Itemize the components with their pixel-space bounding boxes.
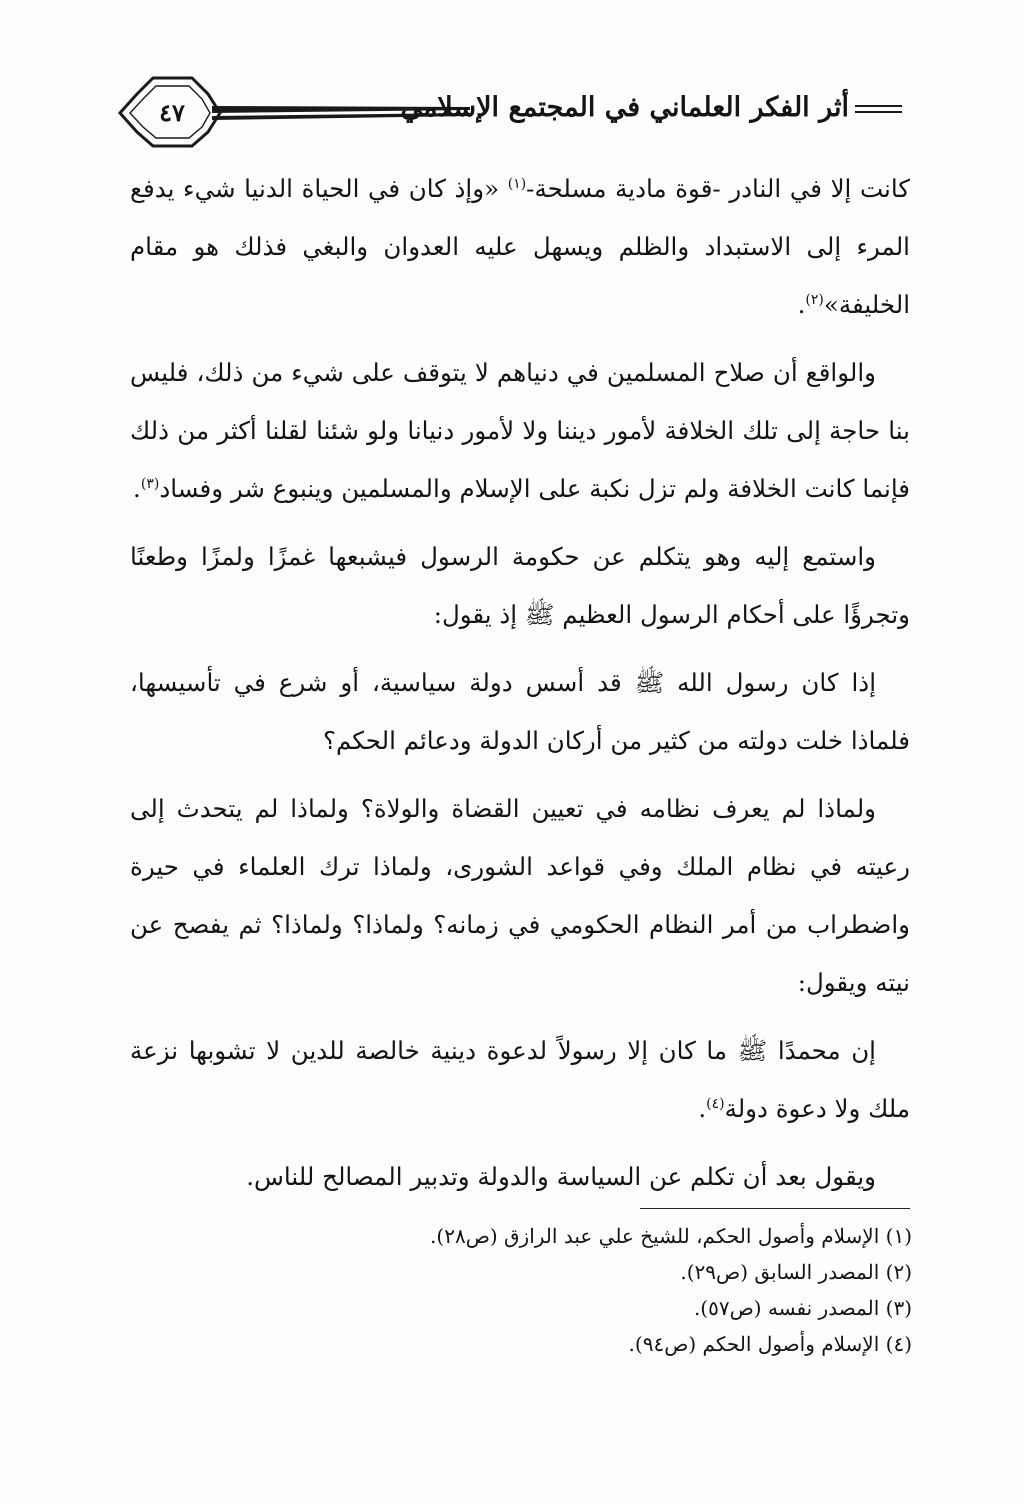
footnote: (٤) الإسلام وأصول الحكم (ص٩٤). [628, 1332, 912, 1356]
paragraph [130, 780, 910, 1012]
paragraph [130, 344, 910, 518]
footnote-reference: (١) [507, 175, 527, 192]
page-header [0, 0, 1024, 160]
footnote-reference: (٣) [140, 475, 160, 492]
footnote: (١) الإسلام وأصول الحكم، للشيخ علي عبد الرازق (ص٢٨). [430, 1224, 912, 1248]
sentence-period: . [133, 474, 141, 503]
paragraph-text: إن محمدًا ﷺ ما كان إلا رسولاً لدعوة دينية خالصة للدين لا تشوبها نزعة ملك ولا دعوة دولة [130, 1036, 910, 1123]
paragraph [130, 654, 910, 770]
footnote: (٢) المصدر السابق (ص٢٩). [680, 1260, 912, 1284]
paragraph-text: والواقع أن صلاح المسلمين في دنياهم لا يتوقف على شيء من ذلك، فليس بنا حاجة إلى تلك الخلافة لأمور ديننا ولا لأمور دنيانا ولو شئنا لقلنا أكثر من ذلك فإنما كانت الخلافة ولم تزل نكبة على الإسلام والمسلمين وينبوع شر وفساد [130, 358, 910, 503]
paragraph [130, 1022, 910, 1138]
footnotes [132, 1218, 912, 1362]
paragraph-text: إذا كان رسول الله ﷺ قد أسس دولة سياسية، أو شرع في تأسيسها، فلماذا خلت دولته من كثير من أركان الدولة ودعائم الحكم؟ [130, 668, 910, 755]
footnote: (٣) المصدر نفسه (ص٥٧). [693, 1296, 912, 1320]
footnote-reference: (٤) [706, 1095, 725, 1112]
book-title: أثر الفكر العلماني في المجتمع الإسلامي [400, 92, 849, 123]
paragraph-text: ولماذا لم يعرف نظامه في تعيين القضاة والولاة؟ ولماذا لم يتحدث إلى رعيته في نظام الملك وفي قواعد الشورى، ولماذا ترك العلماء في حيرة واضطراب من أمر النظام الحكومي في زمانه؟ ولماذا؟ ولماذا؟ ثم يفصح عن نيته ويقول: [130, 794, 910, 997]
body-text [130, 160, 910, 1216]
page-number: ٤٧ [159, 98, 185, 127]
paragraph [130, 1148, 910, 1206]
footnote-separator [640, 1208, 910, 1209]
sentence-period: . [698, 1094, 707, 1123]
paragraph [130, 528, 910, 644]
sentence-period: . [797, 290, 806, 319]
footnote-reference: (٢) [805, 291, 824, 308]
paragraph [130, 160, 910, 334]
quotation: «وإذ كان في الحياة الدنيا شيء يدفع المرء إلى الاستبداد والظلم ويسهل عليه العدوان والبغي فذلك هو مقام الخليفة» [130, 174, 910, 319]
header-ornament [0, 0, 1024, 160]
paragraph-text: واستمع إليه وهو يتكلم عن حكومة الرسول فيشبعها غمزًا ولمزًا وطعنًا وتجرؤًا على أحكام الرسول العظيم ﷺ إذ يقول: [130, 542, 910, 629]
paragraph-text: كانت إلا في النادر -قوة مادية مسلحة- [526, 174, 910, 203]
paragraph-text: ويقول بعد أن تكلم عن السياسة والدولة وتدبير المصالح للناس. [246, 1162, 876, 1191]
